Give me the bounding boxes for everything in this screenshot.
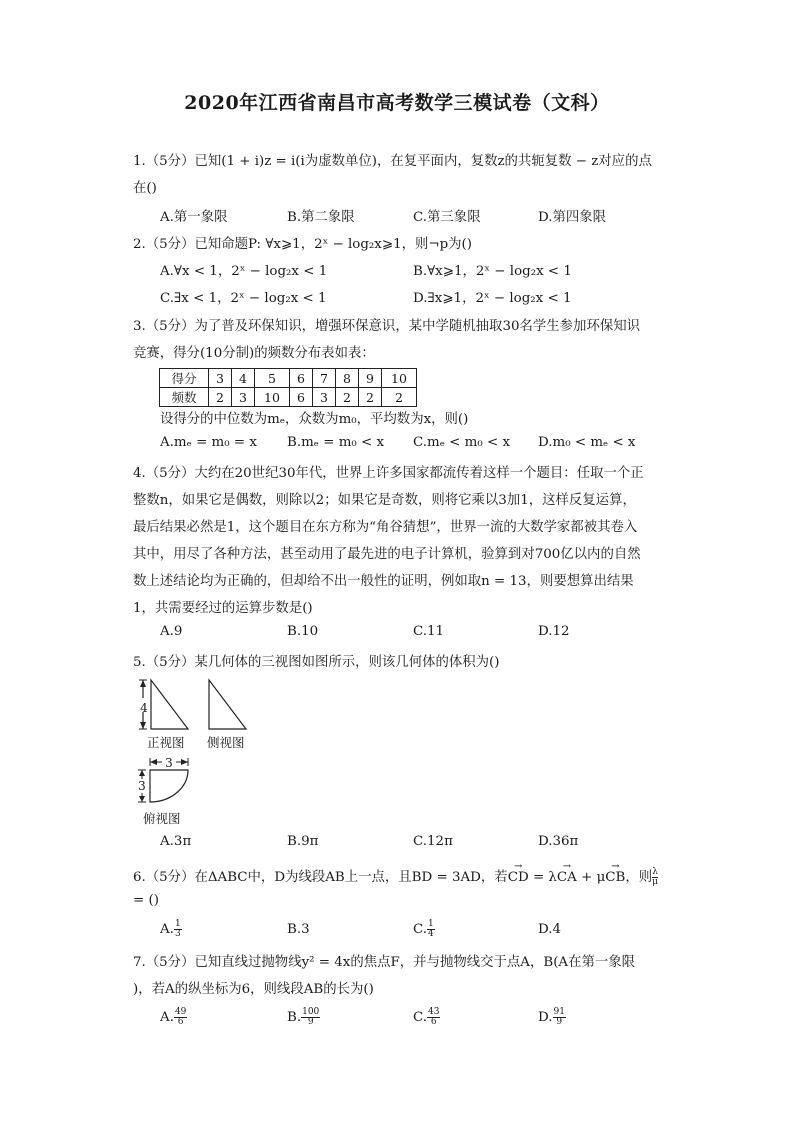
q4-stem-line4: 其中，用尽了各种方法，甚至动用了最先进的电子计算机，验算到对700亿以内的自然 bbox=[133, 547, 641, 562]
arrow-down-icon bbox=[139, 796, 145, 802]
front-view-triangle bbox=[151, 680, 188, 729]
dim-height-label: 4 bbox=[140, 701, 148, 715]
option-prefix: C. bbox=[413, 1010, 428, 1025]
option-prefix: D. bbox=[538, 1010, 553, 1025]
option-prefix: D. bbox=[538, 922, 553, 937]
option-prefix: C. bbox=[413, 922, 428, 937]
fraction-numerator: 91 bbox=[553, 1007, 565, 1017]
vector-ca bbox=[556, 861, 577, 885]
vector-cb bbox=[605, 861, 626, 885]
side-view-triangle bbox=[209, 680, 246, 729]
fraction-denominator: μ bbox=[652, 877, 659, 887]
fraction bbox=[174, 920, 182, 939]
q3-option-b: B.mₑ = m₀ < x bbox=[287, 435, 385, 450]
fraction-numerator: 1 bbox=[428, 919, 434, 929]
fraction-denominator: 3 bbox=[174, 929, 181, 939]
q4-stem-line3: 最后结果必然是1，这个题目在东方称为“角谷猜想”，世界一流的大数学家都被其卷入 bbox=[133, 520, 638, 535]
fraction bbox=[301, 1008, 320, 1027]
q7-option-d bbox=[538, 1008, 566, 1027]
q3-stem-line1: 3.（5分）为了普及环保知识，增强环保意识，某中学随机抽取30名学生参加环保知识 bbox=[133, 319, 641, 334]
q1-stem-line1: 1.（5分）已知(1 + i)z = i(i为虚数单位)，在复平面内，复数z的共轭复数 − z对应的点 bbox=[133, 154, 652, 169]
side-view-label: 侧视图 bbox=[207, 735, 245, 750]
q6-option-b bbox=[287, 922, 310, 937]
vector-arrow-icon: → bbox=[611, 861, 620, 872]
q5-option-d: D.36π bbox=[538, 834, 579, 849]
q7-stem-line2: )，若A的纵坐标为6，则线段AB的长为() bbox=[133, 982, 374, 997]
q6-equals: = λ bbox=[528, 870, 557, 885]
arrow-up-icon bbox=[140, 680, 146, 687]
q2-option-b: B.∀x⩾1，2ˣ − log₂x < 1 bbox=[413, 264, 572, 279]
table-cell: 2 bbox=[336, 388, 359, 407]
arrow-right-icon bbox=[181, 759, 188, 765]
table-cell: 得分 bbox=[160, 369, 209, 388]
fraction-numerator: 1 bbox=[174, 919, 181, 929]
q5-option-a: A.3π bbox=[160, 834, 192, 849]
fraction-denominator: 9 bbox=[307, 1017, 314, 1027]
q2-option-a: A.∀x < 1，2ˣ − log₂x < 1 bbox=[160, 264, 328, 279]
vector-cb-label: CB bbox=[605, 870, 626, 885]
dim-width-label: 3 bbox=[165, 756, 173, 770]
q6-stem-text: 6.（5分）在ΔABC中，D为线段AB上一点，且BD = 3AD，若 bbox=[133, 870, 508, 885]
vector-cd bbox=[507, 861, 529, 885]
q4-option-d: D.12 bbox=[538, 624, 570, 639]
dim-depth-label: 3 bbox=[138, 779, 146, 793]
vector-arrow-icon: → bbox=[514, 861, 523, 872]
lambda-over-mu-fraction bbox=[652, 868, 658, 887]
q3-option-d: D.m₀ < mₑ < x bbox=[538, 435, 636, 450]
option-prefix: B. bbox=[287, 922, 302, 937]
fraction-numerator: 49 bbox=[174, 1007, 187, 1017]
q7-option-a bbox=[160, 1008, 187, 1027]
q2-option-d: D.∃x⩾1，2ˣ − log₂x < 1 bbox=[413, 291, 572, 306]
arrow-up-icon bbox=[139, 770, 145, 776]
table-cell: 3 bbox=[209, 369, 232, 388]
table-cell: 2 bbox=[359, 388, 382, 407]
option-prefix: A. bbox=[160, 922, 174, 937]
table-cell: 8 bbox=[336, 369, 359, 388]
top-view-label: 俯视图 bbox=[143, 811, 181, 826]
fraction-numerator: 100 bbox=[302, 1007, 320, 1017]
table-row bbox=[160, 369, 417, 388]
table-cell: 频数 bbox=[160, 388, 209, 407]
q4-stem-line2: 整数n，如果它是偶数，则除以2；如果它是奇数，则将它乘以3加1，这样反复运算， bbox=[133, 493, 636, 508]
q6-option-c bbox=[413, 920, 435, 939]
fraction bbox=[427, 1008, 440, 1027]
table-cell: 4 bbox=[232, 369, 255, 388]
option-value: 4 bbox=[552, 922, 562, 937]
q2-stem: 2.（5分）已知命题P: ∀x⩾1，2ˣ − log₂x⩾1，则¬p为() bbox=[133, 237, 473, 252]
q7-option-b bbox=[287, 1008, 320, 1027]
table-cell: 5 bbox=[255, 369, 290, 388]
table-cell: 2 bbox=[382, 388, 417, 407]
quarter-circle-shape bbox=[150, 770, 188, 802]
fraction-denominator: 6 bbox=[430, 1017, 437, 1027]
table-cell: 9 bbox=[359, 369, 382, 388]
q3-stem-line3: 设得分的中位数为mₑ，众数为m₀，平均数为x，则() bbox=[160, 412, 469, 427]
table-cell: 7 bbox=[313, 369, 336, 388]
option-prefix: B. bbox=[287, 1010, 302, 1025]
table-cell: 3 bbox=[232, 388, 255, 407]
q4-stem-line1: 4.（5分）大约在20世纪30年代，世界上许多国家都流传着这样一个题目：任取一个正 bbox=[133, 466, 644, 481]
side-view-figure bbox=[206, 676, 250, 734]
fraction bbox=[174, 1008, 187, 1027]
vector-arrow-icon: → bbox=[562, 861, 572, 872]
fraction-denominator: 9 bbox=[556, 1017, 563, 1027]
q4-stem-line5: 数上述结论均为正确的，但却给不出一般性的证明，例如取n = 13，则要想算出结果 bbox=[133, 574, 634, 589]
fraction bbox=[553, 1008, 566, 1027]
q5-option-c: C.12π bbox=[413, 834, 453, 849]
vector-ca-label: CA bbox=[556, 870, 577, 885]
q3-option-c: C.mₑ < m₀ < x bbox=[413, 435, 510, 450]
arrow-left-icon bbox=[150, 759, 157, 765]
table-cell: 6 bbox=[290, 388, 313, 407]
fraction-numerator: 43 bbox=[428, 1007, 440, 1017]
q6-option-a bbox=[160, 920, 182, 939]
arrow-down-icon bbox=[140, 722, 146, 729]
option-prefix: A. bbox=[160, 1010, 174, 1025]
q6-stem-line1 bbox=[133, 861, 659, 887]
q6-plus: + μ bbox=[576, 870, 606, 885]
frequency-table bbox=[159, 368, 417, 407]
q1-stem-line2: 在() bbox=[133, 181, 157, 196]
q6-then: ，则 bbox=[625, 870, 653, 885]
q4-option-c: C.11 bbox=[413, 624, 445, 639]
q1-option-d: D.第四象限 bbox=[538, 210, 607, 225]
q1-option-b: B.第二象限 bbox=[287, 210, 355, 225]
fraction bbox=[427, 920, 435, 939]
table-cell: 2 bbox=[209, 388, 232, 407]
page-title: 2020年江西省南昌市高考数学三模试卷（文科） bbox=[184, 92, 610, 114]
q4-option-b: B.10 bbox=[287, 624, 319, 639]
q3-option-a: A.mₑ = m₀ = x bbox=[160, 435, 257, 450]
q6-option-d bbox=[538, 922, 561, 937]
table-cell: 10 bbox=[255, 388, 290, 407]
fraction-numerator: λ bbox=[652, 867, 658, 877]
q5-option-b: B.9π bbox=[287, 834, 319, 849]
front-view-label: 正视图 bbox=[147, 735, 185, 750]
q3-stem-line2: 竞赛，得分(10分制)的频数分布表如表： bbox=[133, 346, 375, 361]
table-cell: 10 bbox=[382, 369, 417, 388]
vector-cd-label: CD bbox=[507, 870, 529, 885]
table-cell: 3 bbox=[313, 388, 336, 407]
q5-stem: 5.（5分）某几何体的三视图如图所示，则该几何体的体积为() bbox=[133, 655, 500, 670]
q4-stem-line6: 1，共需要经过的运算步数是() bbox=[133, 601, 313, 616]
fraction-denominator: 6 bbox=[177, 1017, 184, 1027]
table-row bbox=[160, 388, 417, 407]
q4-option-a: A.9 bbox=[160, 624, 183, 639]
q1-option-c: C.第三象限 bbox=[413, 210, 481, 225]
q6-stem-line2: = () bbox=[133, 893, 159, 908]
table-cell: 6 bbox=[290, 369, 313, 388]
fraction-denominator: 4 bbox=[428, 929, 434, 939]
q2-option-c: C.∃x < 1，2ˣ − log₂x < 1 bbox=[160, 291, 327, 306]
q7-option-c bbox=[413, 1008, 440, 1027]
q1-option-a: A.第一象限 bbox=[160, 210, 228, 225]
option-value: 3 bbox=[301, 922, 310, 937]
q7-stem-line1: 7.（5分）已知直线过抛物线y² = 4x的焦点F，并与抛物线交于点A，B(A在第一象限 bbox=[133, 955, 636, 970]
